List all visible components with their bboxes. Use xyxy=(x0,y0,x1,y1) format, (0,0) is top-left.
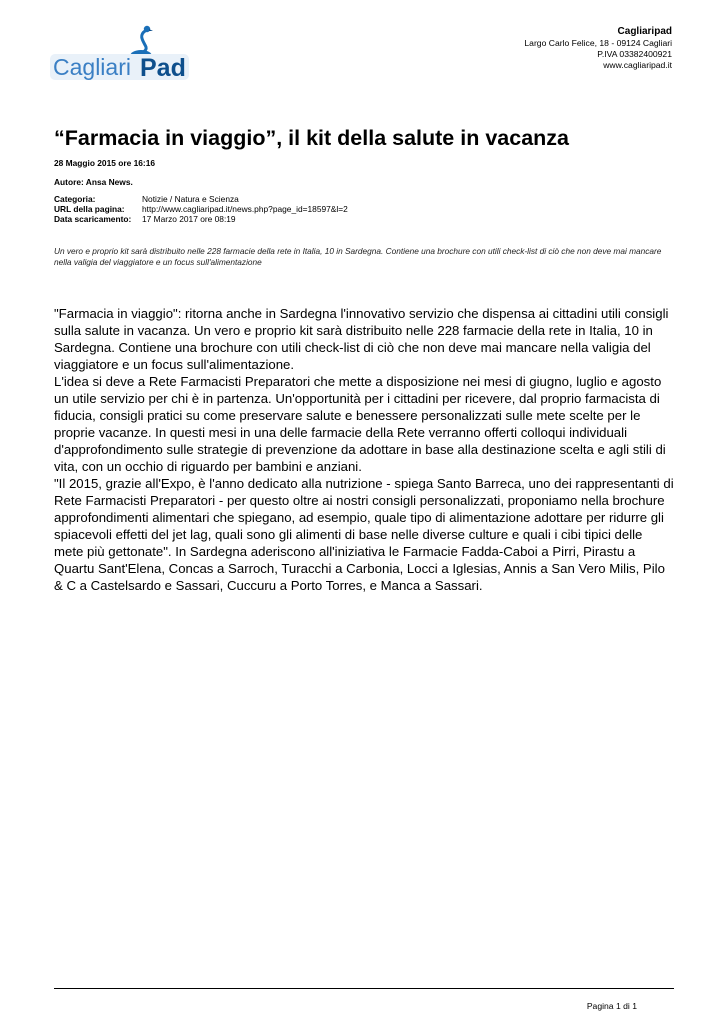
site-logo xyxy=(48,20,193,86)
footer-divider xyxy=(54,988,674,989)
site-name: Cagliaripad xyxy=(617,26,672,37)
page-number: Pagina 1 di 1 xyxy=(586,1001,637,1011)
site-info xyxy=(524,25,672,71)
meta-row-download-date xyxy=(54,214,348,224)
site-address: Largo Carlo Felice, 18 - 09124 Cagliari xyxy=(524,38,672,48)
logo-text-bold: Pad xyxy=(140,54,186,82)
logo-text-light: Cagliari xyxy=(53,54,131,80)
body-paragraph: "Farmacia in viaggio": ritorna anche in Sardegna l'innovativo servizio che dispensa ai cittadini utili consigli sulla salute in vacanza. Un vero e proprio kit sarà distribuito nelle 228 farmacie della rete in Italia, 10 in Sardegna. Contiene una brochure con utili check-list di ciò che non deve mai mancare nella valigia del viaggiatore e un focus sull'alimentazione. xyxy=(54,306,669,372)
article-meta xyxy=(54,194,348,224)
meta-value: 17 Marzo 2017 ore 08:19 xyxy=(142,214,236,224)
body-paragraph: L'idea si deve a Rete Farmacisti Preparatori che mette a disposizione nei mesi di giugno, luglio e agosto un utile servizio per chi è in partenza. Un'opportunità per i cittadini per ricevere, dal proprio farmacista di fiducia, consigli pratici su come preservare salute e benessere personalizzati sulle mete scelte per le proprie vacanze. In questi mesi in una delle farmacie della Rete verranno offerti colloqui individuali d'approfondimento sulle strategie di prevenzione da adottare in base alla destinazione scelta e agli stili di vita, con un occhio di riguardo per bambini e anziani. xyxy=(54,374,666,474)
site-vat: P.IVA 03382400921 xyxy=(597,49,672,59)
meta-label: Categoria: xyxy=(54,194,96,204)
article-date: 28 Maggio 2015 ore 16:16 xyxy=(54,158,156,168)
site-website[interactable]: www.cagliaripad.it xyxy=(603,60,672,70)
article-title: “Farmacia in viaggio”, il kit della salute in vacanza xyxy=(54,126,569,150)
article-author: Autore: Ansa News. xyxy=(54,177,133,187)
meta-label: URL della pagina: xyxy=(54,204,125,214)
article-body xyxy=(54,305,674,594)
meta-value[interactable]: http://www.cagliaripad.it/news.php?page_id=18597&l=2 xyxy=(142,204,348,214)
meta-value[interactable]: Notizie / Natura e Scienza xyxy=(142,194,239,204)
body-paragraph: "Il 2015, grazie all'Expo, è l'anno dedicato alla nutrizione - spiega Santo Barreca, uno dei rappresentanti di Rete Farmacisti Preparatori - per questo oltre ai nostri consigli personalizzati, proponiamo nella brochure approfondimenti alimentari che spiegano, ad esempio, quale tipo di alimentazione adottare per ridurre gli spiacevoli effetti del jet lag, quali sono gli alimenti di base nelle diverse culture e quali i cibi tipici delle mete più gettonate". In Sardegna aderiscono all'iniziativa le Farmacie Fadda-Caboi a Pirri, Pirastu a Quartu Sant'Elena, Concas a Sarroch, Turacchi a Carbonia, Locci a Iglesias, Annis a San Vero Milis, Pilo & C a Castelsardo e Sassari, Cuccuru a Porto Torres, e Manca a Sassari. xyxy=(54,476,674,593)
article-summary: Un vero e proprio kit sarà distribuito nelle 228 farmacie della rete in Italia, 10 in Sardegna. Contiene una brochure con utili check-list di ciò che non deve mai mancare nella valigia del viaggiatore e un focus sull'alimentazione xyxy=(54,246,662,267)
meta-row-category xyxy=(54,194,348,204)
meta-label: Data scaricamento: xyxy=(54,214,132,224)
meta-row-url xyxy=(54,204,348,214)
